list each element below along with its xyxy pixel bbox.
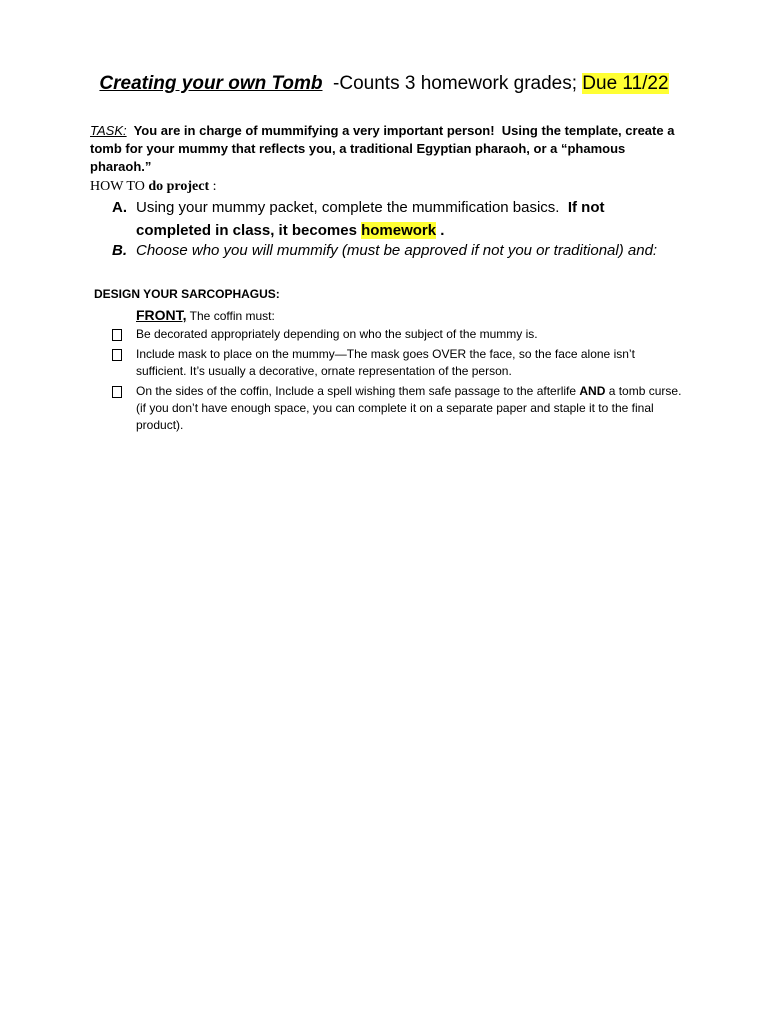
requirement-text: Include mask to place on the mummy—The mask goes OVER the face, so the face alone isn’t sufficient. It’s usually a decorative, ornate representation of the person. [136, 347, 635, 378]
checkbox-icon [112, 329, 122, 341]
step-a-marker: A. [112, 199, 127, 216]
step-b [112, 239, 682, 262]
requirement-text-before: On the sides of the coffin, Include a spell wishing them safe passage to the afterlife [136, 384, 580, 398]
requirement-item [112, 346, 682, 380]
requirement-item [112, 383, 682, 434]
how-to-heading [90, 178, 217, 196]
title-grades: -Counts 3 homework grades; [322, 73, 583, 94]
task-text: You are in charge of mummifying a very important person! Using the template, create a tomb for your mummy that reflects you, a traditional Egyptian pharaoh, or a “phamous pharaoh.” [90, 123, 679, 174]
step-b-marker: B. [112, 242, 127, 259]
step-b-text: Choose who you will mummify (must be approved if not you or traditional) and: [136, 242, 658, 259]
requirement-text-after: a tomb curse. (if you don’t have enough space, you can complete it on a separate paper and staple it to the final product). [136, 384, 682, 432]
document-title [0, 72, 768, 96]
how-to-bold: do project [148, 179, 210, 194]
step-a [112, 196, 682, 242]
requirement-item [112, 326, 682, 343]
front-label: FRONT, [136, 307, 187, 323]
how-to-prefix: HOW TO [90, 179, 149, 194]
step-a-text: Using your mummy packet, complete the mummification basics. [136, 199, 568, 216]
checkbox-icon [112, 349, 122, 361]
step-a-bold: If not completed in class, it becomes [136, 199, 605, 239]
how-to-suffix: : [209, 179, 217, 194]
step-a-end: . [436, 222, 445, 239]
homework-highlight: homework [361, 222, 437, 239]
front-text: The coffin must: [186, 309, 275, 323]
checkbox-icon [112, 386, 122, 398]
task-paragraph [90, 122, 690, 176]
requirement-text-bold: AND [579, 384, 606, 398]
requirements-list [112, 326, 682, 437]
step-a-body [136, 196, 682, 242]
design-heading: DESIGN YOUR SARCOPHAGUS: [94, 287, 280, 301]
due-date-highlight: Due 11/22 [582, 73, 669, 94]
front-heading [136, 305, 275, 326]
title-main: Creating your own Tomb [99, 73, 323, 94]
requirement-text: Be decorated appropriately depending on who the subject of the mummy is. [136, 327, 538, 341]
task-label: TASK: [90, 123, 127, 138]
